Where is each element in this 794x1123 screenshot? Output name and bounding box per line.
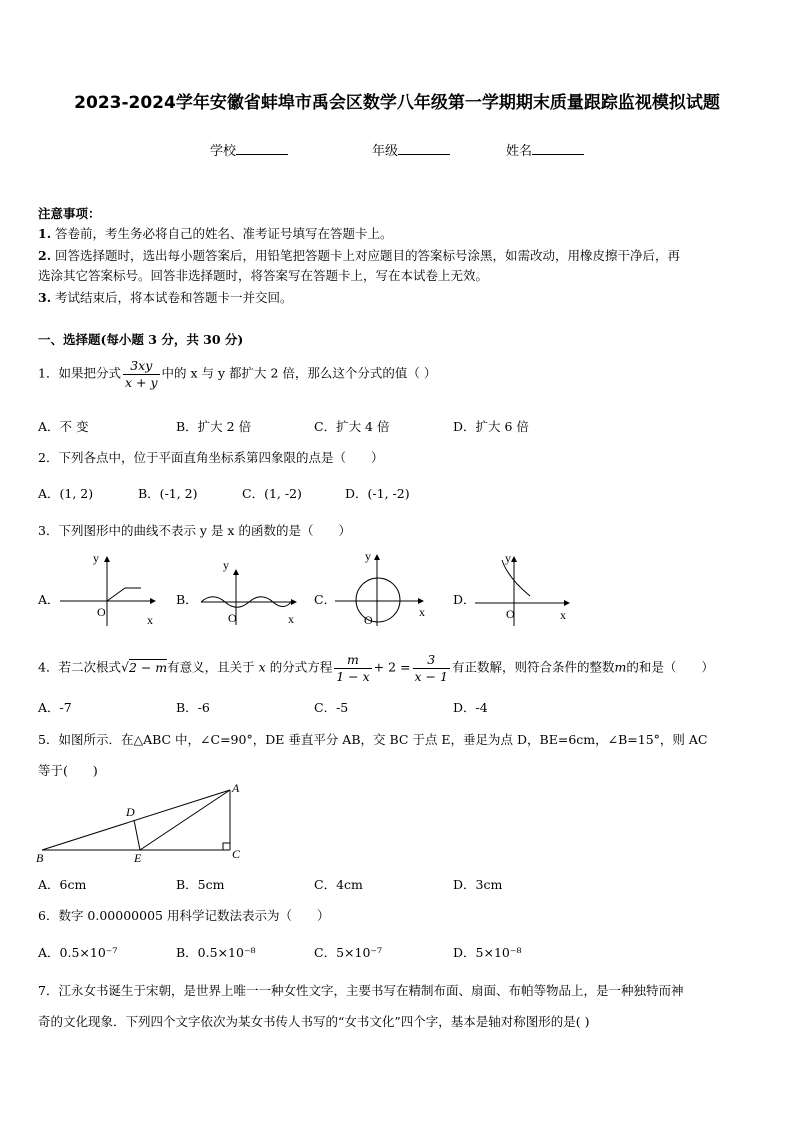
question-7-cont: 奇的文化现象．下列四个文字依次为某女书传人书写的“女书文化”四个字，基本是轴对称图形的是( ) bbox=[38, 1014, 590, 1029]
q3-option-c[interactable]: C． bbox=[314, 592, 337, 607]
notice-item-1: 1. 答卷前，考生务必将自己的姓名、准考证号填写在答题卡上。 bbox=[38, 226, 393, 241]
side-ab bbox=[42, 790, 230, 850]
q6-option-d[interactable]: D．5×10⁻⁸ bbox=[453, 945, 522, 960]
school-blank bbox=[236, 142, 288, 155]
question-5-cont: 等于( ) bbox=[38, 763, 98, 778]
question-7: 7．江永女书诞生于宋朝，是世界上唯一一种女性文字，主要书写在精制布面、扇面、布帕等物品上，是一种独特而神 bbox=[38, 983, 684, 998]
name-field: 姓名 bbox=[506, 140, 584, 159]
q3-option-a[interactable]: A． bbox=[38, 592, 60, 607]
graph-c bbox=[330, 546, 440, 628]
question-4: 4．若二次根式√2 − m有意义，且关于 x 的分式方程 $\frac{m}{1 - x}$ + 2 = $\frac{3}{x - 1}$ 有正数解，则符合条件的整数m的和是（ ） bbox=[38, 652, 714, 684]
x-arrow bbox=[291, 599, 297, 605]
x-label: x bbox=[560, 608, 566, 622]
fraction: $\frac{3xy}{x + y}$ bbox=[124, 358, 158, 390]
curve bbox=[356, 578, 400, 622]
fraction: $\frac{m}{1 - x}$ bbox=[336, 652, 370, 684]
y-arrow bbox=[511, 556, 517, 562]
y-arrow bbox=[233, 569, 239, 575]
y-label: y bbox=[223, 558, 229, 572]
grade-blank bbox=[398, 142, 450, 155]
triangle-figure bbox=[30, 780, 260, 870]
q3-option-b[interactable]: B． bbox=[176, 592, 198, 607]
q2-option-b[interactable]: B．(-1, 2) bbox=[138, 486, 198, 501]
curve bbox=[502, 560, 530, 596]
x-arrow bbox=[564, 600, 570, 606]
graph-b bbox=[196, 555, 306, 630]
notice-item-3: 3. 考试结束后，将本试卷和答题卡一并交回。 bbox=[38, 290, 293, 305]
q3-option-d[interactable]: D． bbox=[453, 592, 476, 607]
grade-field: 年级 bbox=[372, 140, 450, 159]
page-title: 2023-2024学年安徽省蚌埠市禹会区数学八年级第一学期期末质量跟踪监视模拟试题 bbox=[74, 93, 720, 113]
q4-option-b[interactable]: B．-6 bbox=[176, 700, 210, 715]
label-c: C bbox=[232, 847, 241, 861]
label-e: E bbox=[134, 851, 142, 865]
q1-option-d[interactable]: D．扩大 6 倍 bbox=[453, 419, 529, 434]
question-2: 2．下列各点中，位于平面直角坐标系第四象限的点是（ ） bbox=[38, 450, 384, 465]
q1-option-a[interactable]: A．不 变 bbox=[38, 419, 89, 434]
notice-heading: 注意事项： bbox=[38, 206, 101, 221]
label-d: D bbox=[126, 805, 135, 819]
q1-option-b[interactable]: B．扩大 2 倍 bbox=[176, 419, 252, 434]
x-label: x bbox=[419, 605, 425, 619]
x-arrow bbox=[150, 598, 156, 604]
segment-ae bbox=[140, 790, 230, 850]
q4-option-a[interactable]: A．-7 bbox=[38, 700, 72, 715]
notice-item-2: 2. 回答选择题时，选出每小题答案后，用铅笔把答题卡上对应题目的答案标号涂黑，如需改动，用橡皮擦干净后，再 bbox=[38, 248, 681, 263]
x-label: x bbox=[288, 612, 294, 626]
question-6: 6．数字 0.00000005 用科学记数法表示为（ ） bbox=[38, 908, 330, 923]
radical: √2 − m bbox=[120, 659, 168, 675]
right-angle-mark bbox=[223, 843, 230, 850]
segment-de bbox=[134, 820, 140, 850]
origin-label: O bbox=[228, 611, 237, 625]
q5-option-d[interactable]: D．3cm bbox=[453, 877, 503, 892]
q6-option-c[interactable]: C．5×10⁻⁷ bbox=[314, 945, 383, 960]
q2-option-d[interactable]: D．(-1, -2) bbox=[345, 486, 410, 501]
y-label: y bbox=[93, 551, 99, 565]
q4-option-c[interactable]: C．-5 bbox=[314, 700, 349, 715]
question-5: 5．如图所示．在△ABC 中，∠C=90°，DE 垂直平分 AB，交 BC 于点 E，垂足为点 D，BE=6cm，∠B=15°，则 AC bbox=[38, 732, 708, 747]
q5-option-a[interactable]: A．6cm bbox=[38, 877, 87, 892]
name-blank bbox=[532, 142, 584, 155]
x-arrow bbox=[418, 598, 424, 604]
y-arrow bbox=[104, 556, 110, 562]
q6-option-a[interactable]: A．0.5×10⁻⁷ bbox=[38, 945, 118, 960]
graph-a bbox=[55, 548, 165, 628]
fraction: $\frac{3}{x - 1}$ bbox=[414, 652, 448, 684]
label-b: B bbox=[36, 851, 44, 865]
school-field: 学校 bbox=[210, 140, 288, 159]
q4-option-d[interactable]: D．-4 bbox=[453, 700, 488, 715]
y-label: y bbox=[365, 549, 371, 563]
q2-option-a[interactable]: A．(1, 2) bbox=[38, 486, 94, 501]
q1-option-c[interactable]: C．扩大 4 倍 bbox=[314, 419, 390, 434]
x-label: x bbox=[147, 613, 153, 627]
y-arrow bbox=[374, 554, 380, 560]
curve bbox=[107, 588, 141, 601]
question-1: 1．如果把分式 $\frac{3xy}{x + y}$ 中的 x 与 y 都扩大 2 倍，那么这个分式的值（ ） bbox=[38, 358, 437, 390]
q5-option-c[interactable]: C．4cm bbox=[314, 877, 363, 892]
graph-d bbox=[470, 548, 580, 628]
q5-option-b[interactable]: B．5cm bbox=[176, 877, 225, 892]
notice-item-2-cont: 选涂其它答案标号。回答非选择题时，将答案写在答题卡上，写在本试卷上无效。 bbox=[38, 268, 489, 283]
q6-option-b[interactable]: B．0.5×10⁻⁸ bbox=[176, 945, 256, 960]
q2-option-c[interactable]: C．(1, -2) bbox=[242, 486, 302, 501]
y-label: y bbox=[505, 551, 511, 565]
label-a: A bbox=[232, 781, 240, 795]
section-heading: 一、选择题(每小题 3 分，共 30 分) bbox=[38, 332, 244, 347]
origin-label: O bbox=[364, 613, 373, 627]
question-3: 3．下列图形中的曲线不表示 y 是 x 的函数的是（ ） bbox=[38, 523, 351, 538]
origin-label: O bbox=[506, 607, 515, 621]
origin-label: O bbox=[97, 605, 106, 619]
